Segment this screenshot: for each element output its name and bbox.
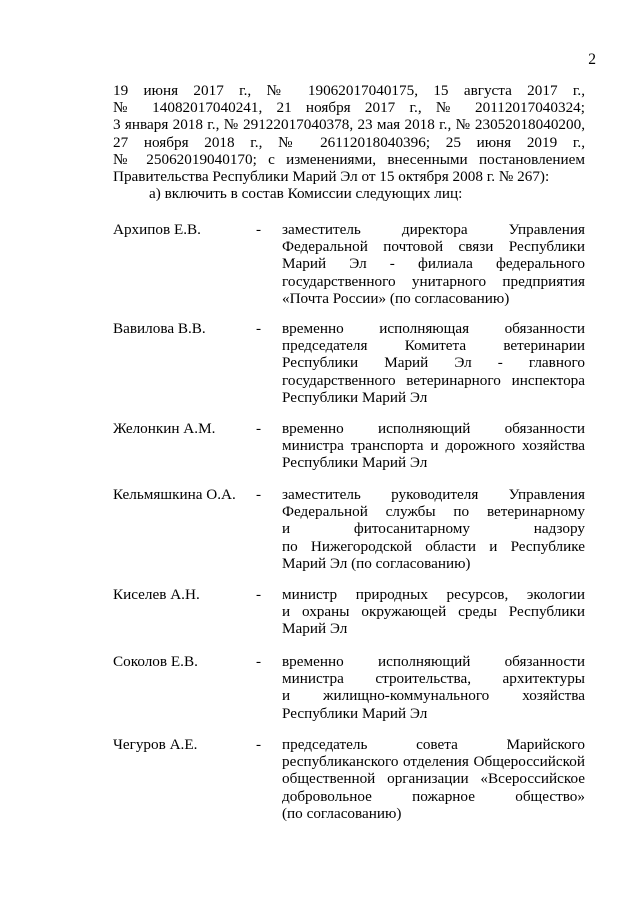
member-position xyxy=(282,586,585,638)
position-line: государственного ветеринарного инспектора xyxy=(282,371,585,389)
member-dash: - xyxy=(256,736,262,753)
position-line: председатель совета Марийского xyxy=(282,736,585,753)
member-dash: - xyxy=(256,420,262,437)
member-name: Чегуров А.Е. xyxy=(113,736,198,753)
position-line: временно исполняющий обязанности xyxy=(282,420,585,437)
member-dash: - xyxy=(256,586,262,603)
position-line: общественной организации «Всероссийское xyxy=(282,770,585,788)
position-line: «Почта России» (по согласованию) xyxy=(282,289,510,307)
position-line: заместитель руководителя Управления xyxy=(282,486,585,503)
member-dash: - xyxy=(256,486,262,503)
position-line: Марий Эл xyxy=(282,620,348,638)
position-line: и жилищно-коммунального хозяйства xyxy=(282,687,585,705)
position-line: временно исполняющий обязанности xyxy=(282,653,585,670)
member-name: Киселев А.Н. xyxy=(113,586,200,603)
position-line: государственного унитарного предприятия xyxy=(282,272,585,290)
intro-line: 19 июня 2017 г., № 19062017040175, 15 августа 2017 г., xyxy=(113,82,585,99)
member-position xyxy=(282,221,585,307)
position-line: Республики Марий Эл xyxy=(282,704,428,722)
position-line: (по согласованию) xyxy=(282,804,402,822)
member-name: Вавилова В.В. xyxy=(113,320,206,337)
position-line: Республики Марий Эл xyxy=(282,454,428,472)
intro-line: № 14082017040241, 21 ноября 2017 г., № 20112017040324; xyxy=(113,99,585,117)
position-line: и охраны окружающей среды Республики xyxy=(282,603,585,621)
member-dash: - xyxy=(256,320,262,337)
position-line: Республики Марий Эл xyxy=(282,388,428,406)
position-line: добровольное пожарное общество» xyxy=(282,787,585,805)
member-position xyxy=(282,653,585,722)
position-line: Марий Эл - филиала федерального xyxy=(282,255,585,273)
intro-line: Правительства Республики Марий Эл от 15 октября 2008 г. № 267): xyxy=(113,168,550,186)
member-position xyxy=(282,486,585,572)
position-line: Федеральной службы по ветеринарному xyxy=(282,503,585,521)
position-line: Республики Марий Эл - главного xyxy=(282,354,585,372)
member-position xyxy=(282,736,585,822)
position-line: министра строительства, архитектуры xyxy=(282,670,585,688)
member-position xyxy=(282,320,585,406)
intro-subitem: а) включить в состав Комиссии следующих лиц: xyxy=(149,185,463,203)
intro-line: 3 января 2018 г., № 29122017040378, 23 мая 2018 г., № 23052018040200, xyxy=(113,116,585,134)
intro-line: 27 ноября 2018 г., № 26112018040396; 25 июня 2019 г., xyxy=(113,133,585,151)
page-number: 2 xyxy=(588,51,596,68)
member-name: Кельмяшкина О.А. xyxy=(113,486,236,503)
position-line: заместитель директора Управления xyxy=(282,221,585,238)
member-dash: - xyxy=(256,653,262,670)
position-line: министра транспорта и дорожного хозяйства xyxy=(282,437,585,455)
position-line: Федеральной почтовой связи Республики xyxy=(282,238,585,256)
position-line: республиканского отделения Общероссийской xyxy=(282,753,585,771)
member-position xyxy=(282,420,585,472)
member-dash: - xyxy=(256,221,262,238)
position-line: Марий Эл (по согласованию) xyxy=(282,554,471,572)
position-line: и фитосанитарному надзору xyxy=(282,520,585,538)
position-line: председателя Комитета ветеринарии xyxy=(282,337,585,355)
member-name: Архипов Е.В. xyxy=(113,221,201,238)
member-name: Желонкин А.М. xyxy=(113,420,216,437)
position-line: временно исполняющая обязанности xyxy=(282,320,585,337)
position-line: по Нижегородской области и Республике xyxy=(282,537,585,555)
intro-line: № 25062019040170; с изменениями, внесенными постановлением xyxy=(113,150,585,168)
position-line: министр природных ресурсов, экологии xyxy=(282,586,585,603)
member-name: Соколов Е.В. xyxy=(113,653,198,670)
